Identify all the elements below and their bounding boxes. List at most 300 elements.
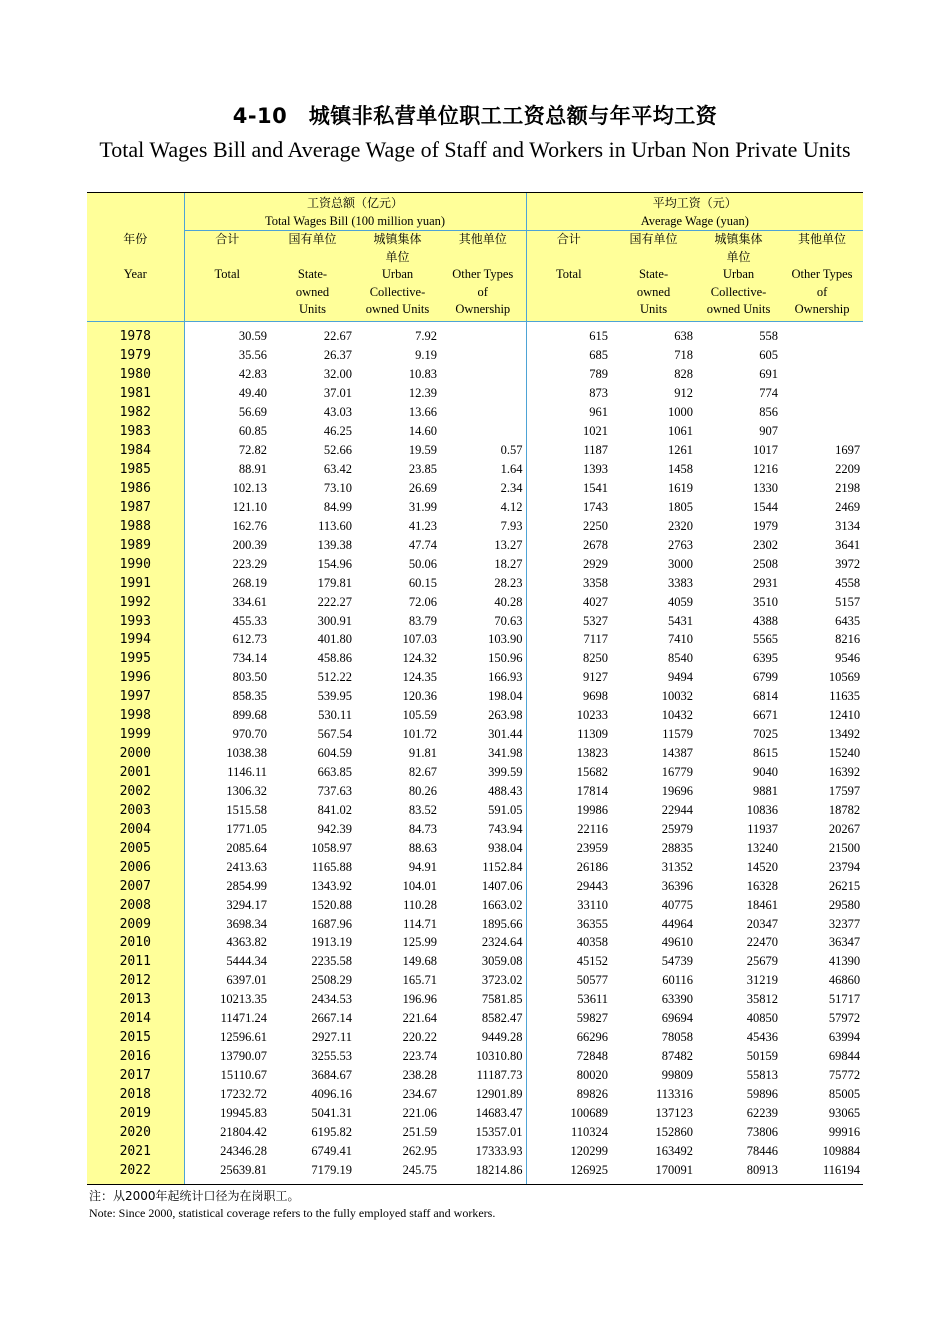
table-row bbox=[87, 782, 863, 801]
total-wages-collective-cell: 221.64 bbox=[402, 1011, 437, 1026]
average-wage-state-cell: 19696 bbox=[661, 783, 694, 798]
total-wages-state-cell: 154.96 bbox=[317, 556, 352, 571]
total-wages-collective-cell: 10.83 bbox=[408, 367, 437, 382]
average-wage-total-cell: 2929 bbox=[526, 555, 611, 574]
average-wage-total-cell: 8250 bbox=[526, 649, 611, 668]
total-wages-state-cell: 6749.41 bbox=[311, 1143, 352, 1158]
average-wage-state-cell: 5431 bbox=[668, 613, 694, 628]
total-wages-collective-cell: 245.75 bbox=[355, 1161, 440, 1184]
table-row bbox=[87, 763, 863, 782]
average-wage-state-cell: 44964 bbox=[661, 916, 694, 931]
total-wages-total-cell: 1515.58 bbox=[184, 801, 270, 820]
total-wages-total-cell: 56.69 bbox=[184, 403, 270, 422]
total-wages-collective-cell: 13.66 bbox=[408, 405, 437, 420]
year-cell: 2009 bbox=[87, 915, 184, 934]
total-wages-other-cell: 8582.47 bbox=[481, 1011, 523, 1026]
year-cell: 1999 bbox=[87, 725, 184, 744]
average-wage-collective-cell: 35812 bbox=[746, 992, 779, 1007]
total-wages-collective-cell: 31.99 bbox=[408, 499, 437, 514]
table-row bbox=[87, 517, 863, 536]
total-wages-state-cell: 1913.19 bbox=[311, 935, 352, 950]
total-wages-total-cell: 13790.07 bbox=[184, 1047, 270, 1066]
total-wages-other-cell: 1663.02 bbox=[481, 897, 523, 912]
total-wages-other-cell: 3059.08 bbox=[481, 954, 523, 969]
total-wages-state-cell: 1343.92 bbox=[311, 878, 352, 893]
year-cell: 1986 bbox=[87, 479, 184, 498]
average-wage-state-cell: 113316 bbox=[656, 1086, 694, 1101]
average-wage-total-cell: 685 bbox=[526, 346, 611, 365]
average-wage-other-cell: 8216 bbox=[835, 632, 861, 647]
total-wages-state-cell: 113.60 bbox=[318, 518, 352, 533]
total-wages-total-cell: 334.61 bbox=[184, 593, 270, 612]
average-wage-other-cell bbox=[781, 422, 863, 441]
average-wage-other-cell: 41390 bbox=[828, 954, 861, 969]
total-wages-other-cell: 3723.02 bbox=[481, 973, 523, 988]
total-wages-state-cell: 458.86 bbox=[317, 651, 352, 666]
table-row bbox=[87, 952, 863, 971]
page-title-en: Total Wages Bill and Average Wage of Staff and Workers in Urban Non Private Units bbox=[99, 137, 851, 162]
total-wages-total-cell: 2413.63 bbox=[184, 858, 270, 877]
average-wage-other-cell: 11635 bbox=[829, 689, 861, 704]
total-wages-state-cell: 52.66 bbox=[323, 443, 352, 458]
table-row bbox=[87, 1009, 863, 1028]
year-cell: 1991 bbox=[87, 574, 184, 593]
total-wages-state-cell: 37.01 bbox=[323, 386, 352, 401]
average-wage-collective-cell: 2508 bbox=[753, 556, 779, 571]
average-wage-state-cell: 7410 bbox=[668, 632, 694, 647]
total-wages-other-cell: 4.12 bbox=[500, 499, 523, 514]
total-wages-state-cell: 942.39 bbox=[317, 821, 352, 836]
year-cell: 1987 bbox=[87, 498, 184, 517]
total-wages-collective-cell: 251.59 bbox=[402, 1124, 437, 1139]
total-wages-state-cell: 2667.14 bbox=[311, 1011, 352, 1026]
average-wage-collective-cell: 62239 bbox=[746, 1105, 779, 1120]
average-wage-total-cell: 4027 bbox=[526, 593, 611, 612]
average-wage-collective-cell: 55813 bbox=[746, 1068, 779, 1083]
average-wage-other-cell: 99916 bbox=[828, 1124, 861, 1139]
table-row bbox=[87, 384, 863, 403]
table-row bbox=[87, 574, 863, 593]
total-wages-total-cell: 162.76 bbox=[184, 517, 270, 536]
table-row bbox=[87, 422, 863, 441]
total-wages-collective-cell: 47.74 bbox=[408, 537, 437, 552]
total-wages-total-cell: 21804.42 bbox=[184, 1123, 270, 1142]
average-wage-state-cell: 1061 bbox=[668, 424, 694, 439]
total-wages-other-cell: 198.04 bbox=[488, 689, 523, 704]
note-en: Note: Since 2000, statistical coverage refers to the fully employed staff and workers. bbox=[89, 1206, 496, 1220]
average-wage-total-cell: 7117 bbox=[526, 631, 611, 650]
table-row bbox=[87, 631, 863, 650]
total-wages-total-cell: 1038.38 bbox=[184, 744, 270, 763]
average-wage-total-cell: 873 bbox=[526, 384, 611, 403]
average-wage-collective-cell: 22470 bbox=[746, 935, 779, 950]
total-wages-state-cell: 4096.16 bbox=[311, 1086, 352, 1101]
col-header-total-wages-state: 国有单位 State-owned Units bbox=[270, 231, 355, 322]
total-wages-collective-cell: 9.19 bbox=[415, 348, 437, 363]
year-cell: 2007 bbox=[87, 877, 184, 896]
table-row bbox=[87, 668, 863, 687]
average-wage-state-cell: 87482 bbox=[661, 1049, 694, 1064]
average-wage-total-cell: 23959 bbox=[526, 839, 611, 858]
total-wages-total-cell: 803.50 bbox=[184, 668, 270, 687]
average-wage-state-cell: 99809 bbox=[661, 1068, 694, 1083]
total-wages-total-cell: 12596.61 bbox=[184, 1028, 270, 1047]
average-wage-total-cell: 1021 bbox=[526, 422, 611, 441]
average-wage-total-cell: 5327 bbox=[526, 612, 611, 631]
total-wages-state-cell: 1520.88 bbox=[311, 897, 352, 912]
average-wage-other-cell: 3641 bbox=[835, 537, 861, 552]
average-wage-other-cell: 9546 bbox=[835, 651, 861, 666]
total-wages-collective-cell: 50.06 bbox=[408, 556, 437, 571]
average-wage-collective-cell: 1216 bbox=[753, 462, 779, 477]
average-wage-total-cell: 53611 bbox=[526, 990, 611, 1009]
total-wages-collective-cell: 60.15 bbox=[408, 575, 437, 590]
year-cell: 2005 bbox=[87, 839, 184, 858]
table-row bbox=[87, 403, 863, 422]
total-wages-state-cell: 6195.82 bbox=[311, 1124, 352, 1139]
total-wages-other-cell bbox=[440, 403, 526, 422]
table-row bbox=[87, 971, 863, 990]
year-cell: 1994 bbox=[87, 631, 184, 650]
total-wages-other-cell bbox=[440, 365, 526, 384]
average-wage-total-cell: 1393 bbox=[526, 460, 611, 479]
total-wages-total-cell: 3294.17 bbox=[184, 896, 270, 915]
total-wages-state-cell: 179.81 bbox=[317, 575, 352, 590]
total-wages-collective-cell: 125.99 bbox=[402, 935, 437, 950]
page-title-cn: 4-10 城镇非私营单位职工工资总额与年平均工资 bbox=[232, 104, 718, 128]
total-wages-state-cell: 222.27 bbox=[317, 594, 352, 609]
total-wages-total-cell: 30.59 bbox=[184, 328, 270, 347]
year-cell: 2006 bbox=[87, 858, 184, 877]
total-wages-collective-cell: 41.23 bbox=[408, 518, 437, 533]
total-wages-total-cell: 17232.72 bbox=[184, 1085, 270, 1104]
total-wages-other-cell: 7.93 bbox=[500, 518, 523, 533]
total-wages-collective-cell: 221.06 bbox=[402, 1105, 437, 1120]
average-wage-other-cell: 16392 bbox=[828, 765, 861, 780]
total-wages-total-cell: 2085.64 bbox=[184, 839, 270, 858]
average-wage-other-cell: 93065 bbox=[828, 1105, 861, 1120]
table-row bbox=[87, 839, 863, 858]
total-wages-total-cell: 858.35 bbox=[184, 687, 270, 706]
total-wages-collective-cell: 196.96 bbox=[402, 992, 437, 1007]
average-wage-other-cell: 4558 bbox=[835, 575, 861, 590]
average-wage-other-cell: 2469 bbox=[835, 499, 861, 514]
average-wage-collective-cell: 4388 bbox=[753, 613, 779, 628]
total-wages-state-cell: 139.38 bbox=[317, 537, 352, 552]
year-cell: 2016 bbox=[87, 1047, 184, 1066]
average-wage-state-cell: 1000 bbox=[668, 405, 694, 420]
average-wage-state-cell: 163492 bbox=[655, 1143, 694, 1158]
table-row bbox=[87, 328, 863, 347]
average-wage-collective-cell: 2931 bbox=[753, 575, 779, 590]
total-wages-other-cell bbox=[440, 346, 526, 365]
table-row bbox=[87, 1142, 863, 1161]
year-header: 年份 Year bbox=[87, 193, 184, 322]
average-wage-other-cell: 5157 bbox=[835, 594, 861, 609]
average-wage-collective-cell: 605 bbox=[759, 348, 779, 363]
average-wage-collective-cell: 10836 bbox=[746, 802, 779, 817]
table-row bbox=[87, 536, 863, 555]
table-row bbox=[87, 555, 863, 574]
year-cell: 2012 bbox=[87, 971, 184, 990]
average-wage-state-cell: 2320 bbox=[668, 518, 694, 533]
average-wage-other-cell: 36347 bbox=[828, 935, 861, 950]
average-wage-other-cell: 85005 bbox=[828, 1086, 861, 1101]
average-wage-total-cell: 3358 bbox=[526, 574, 611, 593]
table-row bbox=[87, 744, 863, 763]
table-row bbox=[87, 1161, 863, 1184]
note-cn: 注：从2000年起统计口径为在岗职工。 bbox=[89, 1189, 300, 1203]
year-cell: 1983 bbox=[87, 422, 184, 441]
average-wage-state-cell: 22944 bbox=[661, 802, 694, 817]
average-wage-total-cell: 26186 bbox=[526, 858, 611, 877]
average-wage-other-cell: 12410 bbox=[828, 708, 861, 723]
total-wages-total-cell: 10213.35 bbox=[184, 990, 270, 1009]
average-wage-collective-cell: 25679 bbox=[746, 954, 779, 969]
total-wages-state-cell: 663.85 bbox=[317, 765, 352, 780]
total-wages-other-cell: 938.04 bbox=[488, 840, 523, 855]
table-header bbox=[87, 193, 863, 322]
total-wages-other-cell: 488.43 bbox=[488, 783, 523, 798]
total-wages-other-cell: 301.44 bbox=[488, 727, 523, 742]
year-cell: 1989 bbox=[87, 536, 184, 555]
average-wage-total-cell: 22116 bbox=[526, 820, 611, 839]
total-wages-collective-cell: 165.71 bbox=[402, 973, 437, 988]
total-wages-state-cell: 1058.97 bbox=[311, 840, 352, 855]
total-wages-other-cell: 70.63 bbox=[494, 613, 523, 628]
average-wage-state-cell: 28835 bbox=[661, 840, 694, 855]
table-body bbox=[87, 321, 863, 1184]
average-wage-state-cell: 137123 bbox=[655, 1105, 694, 1120]
average-wage-collective-cell: 40850 bbox=[746, 1011, 779, 1026]
average-wage-total-cell: 100689 bbox=[526, 1104, 611, 1123]
average-wage-state-cell: 63390 bbox=[661, 992, 694, 1007]
year-cell: 2000 bbox=[87, 744, 184, 763]
total-wages-collective-cell: 220.22 bbox=[402, 1030, 437, 1045]
average-wage-other-cell: 18782 bbox=[828, 802, 861, 817]
table-row bbox=[87, 1028, 863, 1047]
total-wages-total-cell: 3698.34 bbox=[184, 915, 270, 934]
average-wage-collective-cell: 11937 bbox=[747, 821, 779, 836]
average-wage-other-cell: 6435 bbox=[835, 613, 861, 628]
average-wage-total-cell: 29443 bbox=[526, 877, 611, 896]
year-cell: 2002 bbox=[87, 782, 184, 801]
col-header-average-wage-total: 合计 Total bbox=[526, 231, 611, 322]
year-cell: 2013 bbox=[87, 990, 184, 1009]
total-wages-collective-cell: 12.39 bbox=[408, 386, 437, 401]
total-wages-collective-cell: 114.71 bbox=[403, 916, 437, 931]
average-wage-other-cell: 57972 bbox=[828, 1011, 861, 1026]
total-wages-total-cell: 121.10 bbox=[184, 498, 270, 517]
average-wage-state-cell: 69694 bbox=[661, 1011, 694, 1026]
total-wages-other-cell: 743.94 bbox=[488, 821, 523, 836]
average-wage-total-cell: 9698 bbox=[526, 687, 611, 706]
average-wage-other-cell: 29580 bbox=[828, 897, 861, 912]
average-wage-collective-cell: 6814 bbox=[753, 689, 779, 704]
total-wages-other-cell: 2324.64 bbox=[481, 935, 523, 950]
table-row bbox=[87, 1104, 863, 1123]
average-wage-state-cell: 1458 bbox=[668, 462, 694, 477]
average-wage-state-cell: 3000 bbox=[668, 556, 694, 571]
average-wage-collective-cell: 80913 bbox=[696, 1161, 781, 1184]
year-cell: 1985 bbox=[87, 460, 184, 479]
total-wages-other-cell: 263.98 bbox=[488, 708, 523, 723]
year-cell: 2017 bbox=[87, 1066, 184, 1085]
year-cell: 2020 bbox=[87, 1123, 184, 1142]
total-wages-state-cell: 3684.67 bbox=[311, 1068, 352, 1083]
total-wages-state-cell: 2927.11 bbox=[311, 1030, 352, 1045]
total-wages-collective-cell: 7.92 bbox=[415, 329, 437, 344]
average-wage-state-cell: 78058 bbox=[661, 1030, 694, 1045]
average-wage-state-cell: 36396 bbox=[661, 878, 694, 893]
average-wage-collective-cell: 6395 bbox=[753, 651, 779, 666]
average-wage-other-cell: 10569 bbox=[828, 670, 861, 685]
total-wages-state-cell: 2508.29 bbox=[311, 973, 352, 988]
average-wage-total-cell: 126925 bbox=[526, 1161, 611, 1184]
average-wage-state-cell: 912 bbox=[674, 386, 694, 401]
average-wage-collective-cell: 73806 bbox=[746, 1124, 779, 1139]
average-wage-other-cell: 23794 bbox=[828, 859, 861, 874]
total-wages-other-cell: 10310.80 bbox=[475, 1049, 523, 1064]
total-wages-collective-cell: 14.60 bbox=[408, 424, 437, 439]
average-wage-total-cell: 789 bbox=[526, 365, 611, 384]
table-row bbox=[87, 934, 863, 953]
col-header-total-wages-collective: 城镇集体单位 Urban Collective-owned Units bbox=[355, 231, 440, 322]
average-wage-total-cell: 66296 bbox=[526, 1028, 611, 1047]
total-wages-state-cell: 26.37 bbox=[323, 348, 352, 363]
average-wage-collective-cell: 59896 bbox=[746, 1086, 779, 1101]
table-row bbox=[87, 1066, 863, 1085]
total-wages-total-cell: 35.56 bbox=[184, 346, 270, 365]
col-header-total-wages-total: 合计 Total bbox=[184, 231, 270, 322]
average-wage-other-cell: 2209 bbox=[835, 462, 861, 477]
year-cell: 2019 bbox=[87, 1104, 184, 1123]
average-wage-other-cell: 3972 bbox=[835, 556, 861, 571]
total-wages-other-cell: 12901.89 bbox=[475, 1086, 523, 1101]
total-wages-state-cell: 567.54 bbox=[317, 727, 352, 742]
total-wages-total-cell: 268.19 bbox=[184, 574, 270, 593]
average-wage-collective-cell: 13240 bbox=[746, 840, 779, 855]
year-cell: 1982 bbox=[87, 403, 184, 422]
total-wages-total-cell: 25639.81 bbox=[184, 1161, 270, 1184]
average-wage-other-cell: 26215 bbox=[828, 878, 861, 893]
average-wage-other-cell bbox=[781, 384, 863, 403]
total-wages-collective-cell: 120.36 bbox=[402, 689, 437, 704]
total-wages-state-cell: 2434.53 bbox=[311, 992, 352, 1007]
total-wages-total-cell: 1146.11 bbox=[184, 763, 270, 782]
total-wages-total-cell: 2854.99 bbox=[184, 877, 270, 896]
total-wages-other-cell bbox=[440, 422, 526, 441]
average-wage-other-cell bbox=[781, 365, 863, 384]
table-row bbox=[87, 1123, 863, 1142]
total-wages-collective-cell: 234.67 bbox=[402, 1086, 437, 1101]
table-row bbox=[87, 820, 863, 839]
year-cell: 1979 bbox=[87, 346, 184, 365]
total-wages-collective-cell: 84.73 bbox=[408, 821, 437, 836]
year-cell: 1995 bbox=[87, 649, 184, 668]
total-wages-other-cell: 15357.01 bbox=[475, 1124, 523, 1139]
total-wages-other-cell: 0.57 bbox=[500, 443, 523, 458]
total-wages-state-cell: 401.80 bbox=[317, 632, 352, 647]
total-wages-state-cell: 32.00 bbox=[323, 367, 352, 382]
total-wages-total-cell: 970.70 bbox=[184, 725, 270, 744]
table-row bbox=[87, 915, 863, 934]
average-wage-total-cell: 2250 bbox=[526, 517, 611, 536]
average-wage-total-cell: 40358 bbox=[526, 934, 611, 953]
table-row bbox=[87, 593, 863, 612]
total-wages-other-cell: 341.98 bbox=[488, 746, 523, 761]
average-wage-other-cell: 15240 bbox=[828, 746, 861, 761]
total-wages-group-header: 工资总额（亿元） Total Wages Bill (100 million yuan) bbox=[184, 193, 526, 231]
average-wage-total-cell: 17814 bbox=[526, 782, 611, 801]
average-wage-total-cell: 11309 bbox=[526, 725, 611, 744]
average-wage-collective-cell: 5565 bbox=[753, 632, 779, 647]
average-wage-total-cell: 2678 bbox=[526, 536, 611, 555]
average-wage-collective-cell: 6671 bbox=[753, 708, 779, 723]
year-cell: 2011 bbox=[87, 952, 184, 971]
average-wage-state-cell: 718 bbox=[674, 348, 694, 363]
year-cell: 2018 bbox=[87, 1085, 184, 1104]
total-wages-total-cell: 88.91 bbox=[184, 460, 270, 479]
total-wages-collective-cell: 26.69 bbox=[408, 480, 437, 495]
col-header-average-wage-other: 其他单位 Other Types of Ownership bbox=[781, 231, 863, 322]
total-wages-other-cell: 1895.66 bbox=[481, 916, 523, 931]
total-wages-collective-cell: 124.35 bbox=[402, 670, 437, 685]
average-wage-total-cell: 15682 bbox=[526, 763, 611, 782]
average-wage-state-cell: 60116 bbox=[662, 973, 694, 988]
average-wage-state-cell: 9494 bbox=[668, 670, 694, 685]
table-row bbox=[87, 346, 863, 365]
table-row bbox=[87, 649, 863, 668]
total-wages-state-cell: 737.63 bbox=[317, 783, 352, 798]
total-wages-collective-cell: 238.28 bbox=[402, 1068, 437, 1083]
average-wage-collective-cell: 1017 bbox=[753, 443, 779, 458]
average-wage-total-cell: 961 bbox=[526, 403, 611, 422]
total-wages-other-cell bbox=[440, 384, 526, 403]
average-wage-state-cell: 54739 bbox=[661, 954, 694, 969]
average-wage-collective-cell: 1544 bbox=[753, 499, 779, 514]
year-cell: 2003 bbox=[87, 801, 184, 820]
average-wage-state-cell: 49610 bbox=[661, 935, 694, 950]
average-wage-state-cell: 3383 bbox=[668, 575, 694, 590]
average-wage-collective-cell: 16328 bbox=[746, 878, 779, 893]
average-wage-state-cell: 11579 bbox=[662, 727, 694, 742]
average-wage-state-cell: 4059 bbox=[668, 594, 694, 609]
average-wage-other-cell bbox=[781, 328, 863, 347]
total-wages-state-cell: 22.67 bbox=[323, 329, 352, 344]
average-wage-collective-cell: 50159 bbox=[746, 1049, 779, 1064]
year-cell: 2001 bbox=[87, 763, 184, 782]
average-wage-total-cell: 9127 bbox=[526, 668, 611, 687]
average-wage-other-cell: 75772 bbox=[828, 1068, 861, 1083]
average-wage-state-cell: 1619 bbox=[668, 480, 694, 495]
average-wage-state-cell: 1261 bbox=[668, 443, 694, 458]
total-wages-total-cell: 24346.28 bbox=[184, 1142, 270, 1161]
total-wages-collective-cell: 124.32 bbox=[402, 651, 437, 666]
average-wage-total-cell: 1743 bbox=[526, 498, 611, 517]
total-wages-total-cell: 1771.05 bbox=[184, 820, 270, 839]
total-wages-collective-cell: 110.28 bbox=[403, 897, 437, 912]
total-wages-collective-cell: 91.81 bbox=[408, 746, 437, 761]
table-row bbox=[87, 1047, 863, 1066]
average-wage-state-cell: 8540 bbox=[668, 651, 694, 666]
total-wages-other-cell: 13.27 bbox=[494, 537, 523, 552]
total-wages-total-cell: 15110.67 bbox=[184, 1066, 270, 1085]
year-cell: 2010 bbox=[87, 934, 184, 953]
average-wage-other-cell: 20267 bbox=[828, 821, 861, 836]
total-wages-total-cell: 42.83 bbox=[184, 365, 270, 384]
total-wages-state-cell: 43.03 bbox=[323, 405, 352, 420]
